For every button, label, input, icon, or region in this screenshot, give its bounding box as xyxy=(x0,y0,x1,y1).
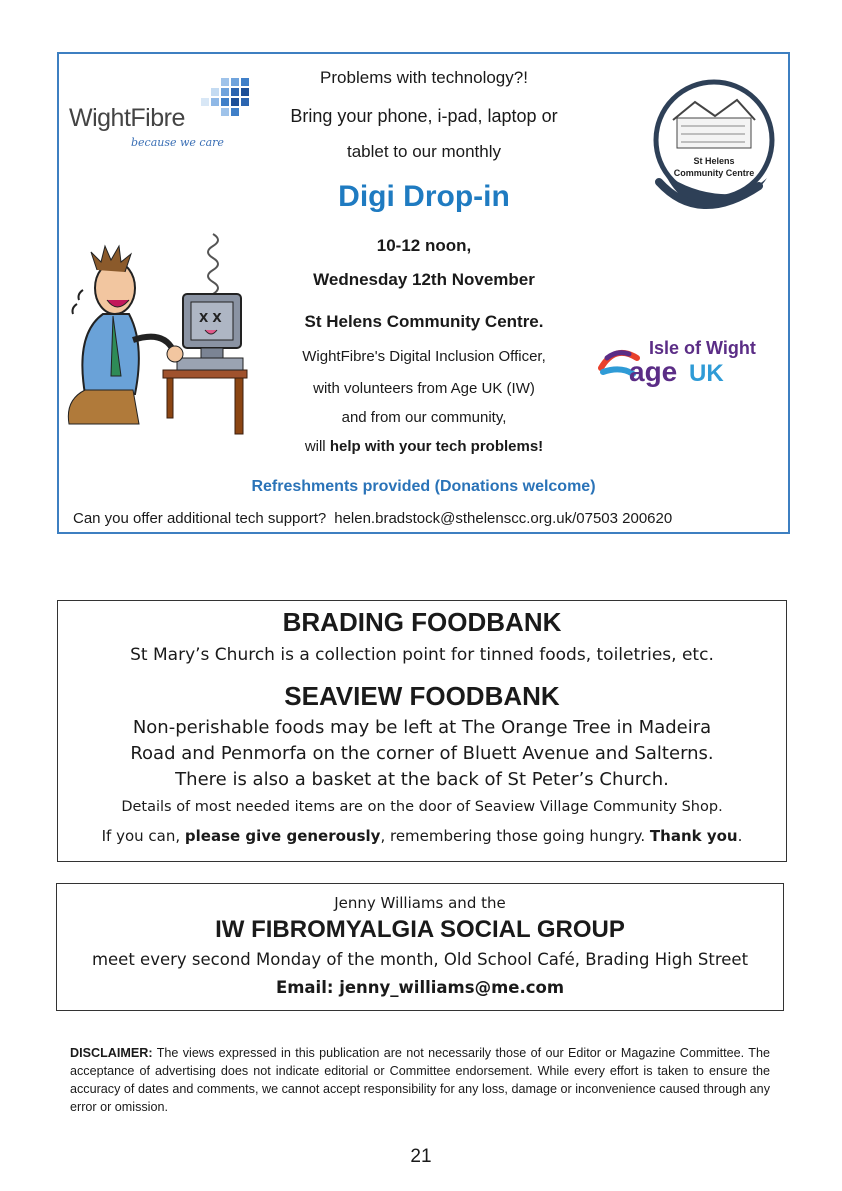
wightfibre-name: WightFibre xyxy=(69,104,185,132)
community-centre-emblem-icon xyxy=(651,78,777,220)
age-uk-age: age xyxy=(629,356,678,387)
digi-volunteers: with volunteers from Age UK (IW) xyxy=(313,380,535,397)
seaview-line-2: Road and Penmorfa on the corner of Bluett Avenue and Salterns. xyxy=(130,743,714,764)
fibro-meeting: meet every second Monday of the month, Old School Café, Brading High Street xyxy=(91,950,749,969)
seaview-line-4: Details of most needed items are on the door of Seaview Village Community Shop. xyxy=(121,799,723,815)
frustrated-computer-user-illustration xyxy=(63,230,253,444)
shcc-label-line2: Community Centre xyxy=(673,168,755,178)
offer-question: Can you offer additional tech support? xyxy=(73,510,327,527)
offer-contact: helen.bradstock@sthelenscc.org.uk/07503 200620 xyxy=(334,510,673,527)
age-uk-uk: UK xyxy=(689,360,724,387)
age-uk-isle-of-wight-logo xyxy=(597,336,779,392)
svg-text:X X: X X xyxy=(199,311,222,325)
give-prefix: If you can, xyxy=(101,827,185,845)
give-thanks: Thank you xyxy=(649,827,738,845)
seaview-foodbank-title: SEAVIEW FOODBANK xyxy=(284,681,560,711)
fibro-title: IW FIBROMYALGIA SOCIAL GROUP xyxy=(215,916,625,943)
digi-venue: St Helens Community Centre. xyxy=(304,312,544,331)
brading-foodbank-text: St Mary’s Church is a collection point for tinned foods, toiletries, etc. xyxy=(130,645,714,665)
digi-time: 10-12 noon, xyxy=(376,236,472,255)
digi-title: Digi Drop-in xyxy=(338,180,510,213)
digi-officer: WightFibre's Digital Inclusion Officer, xyxy=(302,348,546,365)
st-helens-community-centre-logo xyxy=(651,78,777,220)
wightfibre-logo xyxy=(65,68,255,148)
fibromyalgia-group-notice xyxy=(56,883,784,1011)
seaview-line-3: There is also a basket at the back of St Peter’s Church. xyxy=(175,769,669,790)
tech-support-offer xyxy=(73,510,672,527)
disclaimer-text: The views expressed in this publication are not necessarily those of our Editor or Magazine Committee. The acceptance of advertising does not indicate editorial or Committee endorsement. While every effort is taken to ensure the accuracy of dates and comments, we cannot accept responsibility for any loss, damage or inconvenience caused through any error or omission. xyxy=(70,1046,770,1114)
fibro-email: Email: jenny_williams@me.com xyxy=(275,978,565,997)
wightfibre-tagline: because we care xyxy=(131,136,224,149)
digi-date: Wednesday 12th November xyxy=(313,270,535,289)
shcc-label-line1: St Helens xyxy=(693,156,735,166)
give-end: . xyxy=(737,827,743,845)
foodbank-notice xyxy=(57,600,787,862)
digi-line-bring: Bring your phone, i-pad, laptop or xyxy=(290,106,558,126)
give-bold: please give generously xyxy=(184,827,381,845)
digi-dropin-advert xyxy=(57,52,790,534)
age-uk-region: Isle of Wight xyxy=(649,338,756,358)
seaview-line-1: Non-perishable foods may be left at The Orange Tree in Madeira xyxy=(132,717,712,738)
wightfibre-squares-icon xyxy=(177,76,257,120)
disclaimer-label: DISCLAIMER: xyxy=(70,1046,153,1060)
page-number: 21 xyxy=(410,1146,432,1167)
digi-line-problems: Problems with technology?! xyxy=(320,68,528,87)
digi-line-tablet: tablet to our monthly xyxy=(346,142,502,161)
disclaimer xyxy=(70,1044,770,1116)
digi-help-bold: help with your tech problems! xyxy=(329,438,544,455)
digi-help-prefix: will xyxy=(304,438,330,455)
fibro-intro: Jenny Williams and the xyxy=(334,894,506,912)
digi-help xyxy=(259,438,589,455)
digi-community: and from our community, xyxy=(341,409,507,426)
give-generously-line xyxy=(58,827,786,845)
brading-foodbank-title: BRADING FOODBANK xyxy=(282,607,562,637)
give-middle: , remembering those going hungry. xyxy=(380,827,650,845)
refreshments-note: Refreshments provided (Donations welcome) xyxy=(251,478,596,495)
